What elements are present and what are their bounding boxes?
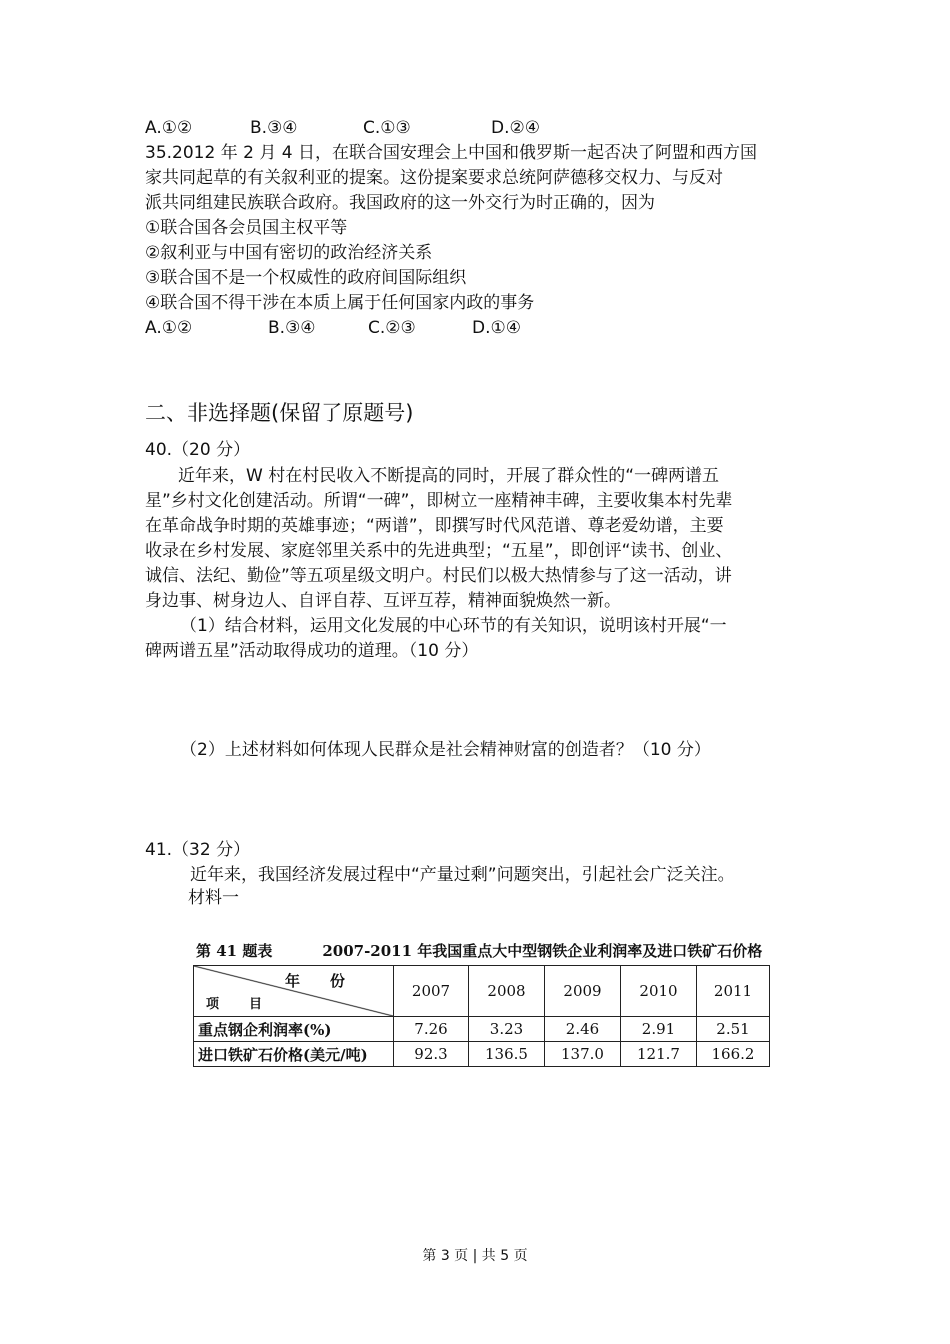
row-label: 进口铁矿石价格(美元/吨) — [194, 1042, 394, 1067]
q35-item: ②叙利亚与中国有密切的政治经济关系 — [145, 243, 433, 263]
cell: 137.0 — [545, 1042, 621, 1067]
table-row — [194, 1042, 770, 1067]
q40-sub1: 碑两谱五星”活动取得成功的道理。（10 分） — [145, 641, 479, 661]
option: C.①③ — [363, 118, 411, 138]
q40-sub2: （2）上述材料如何体现人民群众是社会精神财富的创造者？（10 分） — [180, 740, 711, 760]
option: B.③④ — [250, 118, 298, 138]
q40-para: 诚信、法纪、勤俭”等五项星级文明户。村民们以极大热情参与了这一活动，讲 — [145, 566, 732, 586]
q35-line: 35.2012 年 2 月 4 日，在联合国安理会上中国和俄罗斯一起否决了阿盟和西方国 — [145, 143, 757, 163]
q40-para: 星”乡村文化创建活动。所谓“一碑”，即树立一座精神丰碑，主要收集本村先辈 — [145, 491, 733, 511]
cell: 3.23 — [469, 1017, 545, 1042]
cell: 166.2 — [697, 1042, 770, 1067]
corner-year: 年份 — [284, 972, 375, 990]
table-header-row — [194, 966, 770, 1017]
q41-header: 41.（32 分） — [145, 840, 251, 860]
q40-para: 身边事、树身边人、自评自荐、互评互荐，精神面貌焕然一新。 — [145, 591, 621, 611]
option: D.①④ — [472, 318, 521, 338]
cell: 2.91 — [621, 1017, 697, 1042]
cell: 92.3 — [394, 1042, 469, 1067]
q35-options — [145, 318, 521, 338]
q35-item: ④联合国不得干涉在本质上属于任何国家内政的事务 — [145, 293, 535, 313]
q35-line: 派共同组建民族联合政府。我国政府的这一外交行为时正确的，因为 — [145, 193, 655, 213]
table-row — [194, 1017, 770, 1042]
q35-item: ③联合国不是一个权威性的政府间国际组织 — [145, 268, 467, 288]
year-cell: 2011 — [697, 966, 770, 1017]
q40-para: 近年来，W 村在村民收入不断提高的同时，开展了群众性的“一碑两谱五 — [178, 466, 720, 486]
table-caption: 2007-2011 年我国重点大中型钢铁企业利润率及进口铁矿石价格 — [322, 942, 763, 960]
q40-sub1: （1）结合材料，运用文化发展的中心环节的有关知识，说明该村开展“一 — [180, 616, 727, 636]
option: D.②④ — [491, 118, 540, 138]
corner-item: 项目 — [206, 997, 293, 1012]
cell: 2.51 — [697, 1017, 770, 1042]
year-cell: 2007 — [394, 966, 469, 1017]
q34-options — [145, 118, 540, 138]
q40-para: 收录在乡村发展、家庭邻里关系中的先进典型；“五星”，即创评“读书、创业、 — [145, 541, 733, 561]
corner-cell — [194, 966, 394, 1017]
option: A.①② — [145, 118, 193, 138]
q41-intro: 近年来，我国经济发展过程中“产量过剩”问题突出，引起社会广泛关注。 — [190, 865, 735, 885]
cell: 2.46 — [545, 1017, 621, 1042]
cell: 7.26 — [394, 1017, 469, 1042]
year-cell: 2010 — [621, 966, 697, 1017]
option: B.③④ — [268, 318, 316, 338]
q35-item: ①联合国各会员国主权平等 — [145, 218, 348, 238]
cell: 136.5 — [469, 1042, 545, 1067]
q40-para: 在革命战争时期的英雄事迹；“两谱”，即撰写时代风范谱、尊老爱幼谱，主要 — [145, 516, 724, 536]
row-label: 重点钢企利润率(%) — [194, 1017, 394, 1042]
page-footer: 第 3 页 | 共 5 页 — [422, 1248, 528, 1264]
year-cell: 2008 — [469, 966, 545, 1017]
table-label: 第 41 题表 — [196, 942, 273, 960]
cell: 121.7 — [621, 1042, 697, 1067]
table-title — [196, 940, 762, 961]
section-title: 二、非选择题(保留了原题号) — [145, 401, 414, 425]
year-cell: 2009 — [545, 966, 621, 1017]
option: C.②③ — [368, 318, 416, 338]
q35-line: 家共同起草的有关叙利亚的提案。这份提案要求总统阿萨德移交权力、与反对 — [145, 168, 723, 188]
data-table — [193, 965, 770, 1067]
option: A.①② — [145, 318, 193, 338]
q40-header: 40.（20 分） — [145, 440, 251, 460]
q41-material: 材料一 — [188, 888, 239, 908]
